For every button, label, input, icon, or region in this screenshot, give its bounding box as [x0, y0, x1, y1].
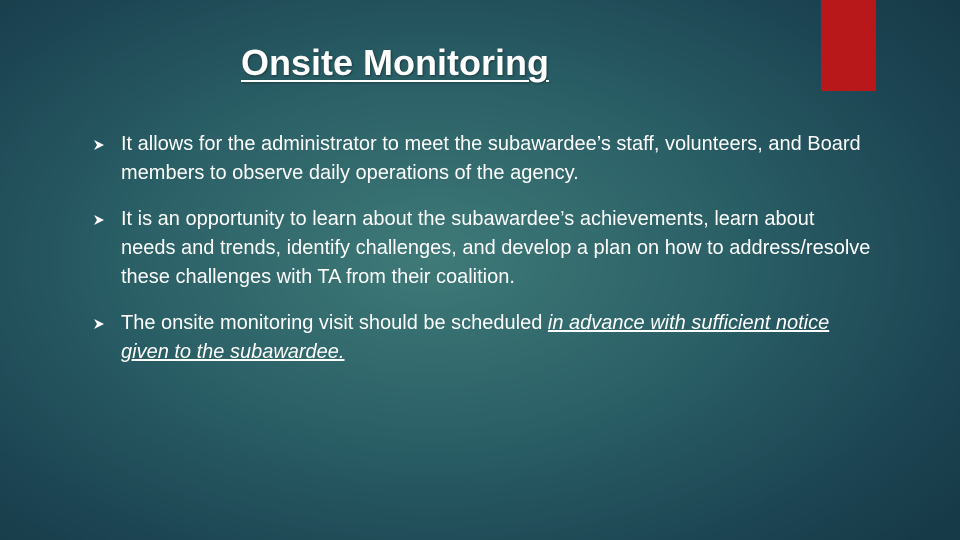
bullet-text: It is an opportunity to learn about the subawardee’s achievements, learn about needs and trends, identify challenges, and develop a plan on how to address/resolve these challenges with TA from their coalition. — [121, 208, 871, 288]
diamond-arrow-icon — [94, 215, 104, 225]
bullet-item-1 — [94, 130, 874, 188]
diamond-arrow-icon — [94, 140, 104, 150]
bullet-item-3 — [94, 309, 874, 367]
bullet-list — [94, 130, 874, 384]
slide-title: Onsite Monitoring — [241, 42, 549, 83]
bullet-text: It allows for the administrator to meet the subawardee’s staff, volunteers, and Board members to observe daily operations of the agency. — [121, 133, 861, 184]
red-accent-bar — [821, 0, 876, 91]
bullet-text: The onsite monitoring visit should be scheduled — [121, 312, 548, 334]
diamond-arrow-icon — [94, 319, 104, 329]
bullet-item-2 — [94, 205, 874, 292]
emphasized-text: in advance with sufficient notice given to the subawardee. — [121, 312, 830, 363]
